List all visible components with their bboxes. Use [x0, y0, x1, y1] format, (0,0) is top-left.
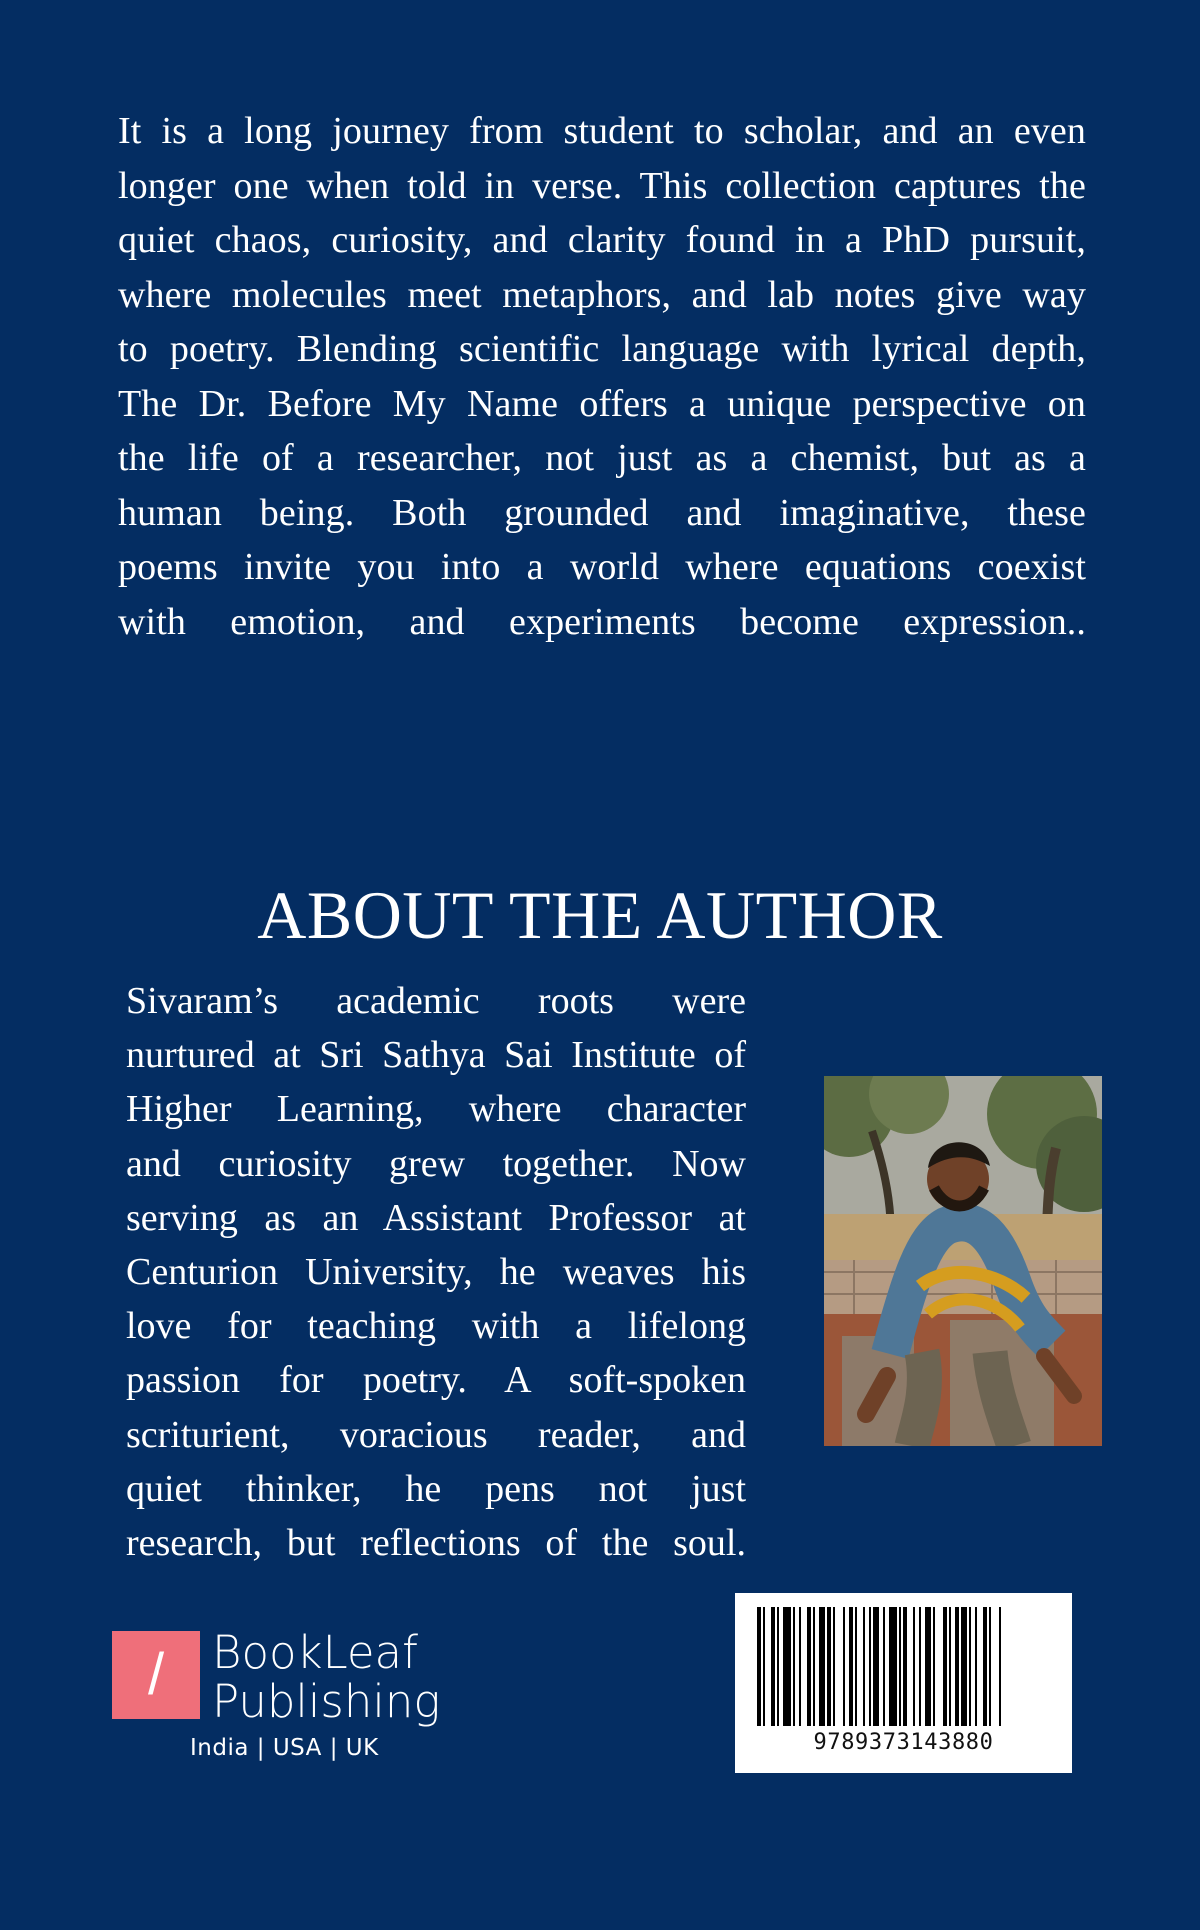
barcode-bar [863, 1607, 865, 1726]
barcode-bar [889, 1607, 897, 1726]
barcode-bar [855, 1607, 857, 1726]
bio-line: nurtured at Sri Sathya Sai Institute of [126, 1034, 746, 1077]
blurb-line: longer one when told in verse. This collection captures the [118, 164, 1086, 207]
barcode-bar [783, 1607, 791, 1726]
barcode-bar [813, 1607, 815, 1726]
barcode-bar [873, 1607, 879, 1726]
barcode-bar [807, 1607, 811, 1726]
author-photo [824, 1076, 1102, 1446]
bio-line: love for teaching with a lifelong [126, 1305, 746, 1348]
barcode-bar [999, 1607, 1001, 1726]
barcode-bar [983, 1607, 987, 1726]
photo-leg [912, 1352, 924, 1446]
blurb-line: where molecules meet metaphors, and lab notes give way [118, 273, 1086, 316]
barcode-bar [949, 1607, 951, 1726]
barcode-icon [757, 1607, 1049, 1726]
barcode-bar [913, 1607, 915, 1726]
publisher-regions: India | USA | UK [190, 1735, 379, 1761]
barcode-bar [849, 1607, 853, 1726]
bio-line: passion for poetry. A soft-spoken [126, 1359, 746, 1402]
blurb-line: It is a long journey from student to scholar, and an even [118, 110, 1086, 152]
barcode-bar [869, 1607, 871, 1726]
publisher-name [212, 1628, 440, 1726]
book-blurb [118, 104, 1086, 649]
blurb-line: The Dr. Before My Name offers a unique perspective on [118, 382, 1086, 425]
barcode-bar [925, 1607, 931, 1726]
barcode-bar [961, 1607, 967, 1726]
blurb-line: the life of a researcher, not just as a chemist, but as a [118, 437, 1086, 479]
publisher-name-line: BookLeaf [212, 1626, 418, 1679]
isbn-barcode [735, 1593, 1072, 1773]
barcode-bar [975, 1607, 977, 1726]
blurb-line: poems invite you into a world where equations coexist [118, 546, 1086, 588]
bio-line: serving as an Assistant Professor at [126, 1196, 746, 1239]
blurb-line: with emotion, and experiments become expression.. [118, 600, 1086, 643]
bio-line: research, but reflections of the soul. [126, 1522, 746, 1565]
blurb-line: quiet chaos, curiosity, and clarity found in a PhD pursuit, [118, 219, 1086, 261]
bio-line: quiet thinker, he pens not just [126, 1467, 746, 1510]
barcode-bar [757, 1607, 761, 1726]
publisher-name-line: Publishing [212, 1675, 441, 1728]
bio-line: scriturient, voracious reader, and [126, 1413, 746, 1456]
barcode-bar [827, 1607, 831, 1726]
isbn-number: 9789373143880 [813, 1730, 994, 1755]
barcode-bar [833, 1607, 835, 1726]
slash-logo-icon: / [112, 1631, 200, 1719]
barcode-bar [943, 1607, 947, 1726]
barcode-bar [883, 1607, 885, 1726]
bio-line: and curiosity grew together. Now [126, 1142, 746, 1185]
blurb-line: human being. Both grounded and imaginative, these [118, 491, 1086, 534]
barcode-bar [819, 1607, 825, 1726]
barcode-bar [933, 1607, 935, 1726]
blurb-line: to poetry. Blending scientific language with lyrical depth, [118, 328, 1086, 370]
about-author-heading: ABOUT THE AUTHOR [257, 877, 943, 953]
barcode-bar [955, 1607, 959, 1726]
barcode-bar [899, 1607, 901, 1726]
barcode-bar [989, 1607, 991, 1726]
author-biography [126, 974, 746, 1570]
barcode-bar [799, 1607, 801, 1726]
barcode-bar [771, 1607, 775, 1726]
barcode-bar [903, 1607, 907, 1726]
barcode-bar [763, 1607, 765, 1726]
author-photo-illustration [824, 1076, 1102, 1446]
publisher-logo [112, 1628, 472, 1778]
barcode-bar [777, 1607, 779, 1726]
barcode-bar [843, 1607, 845, 1726]
bio-line: Higher Learning, where character [126, 1088, 746, 1131]
bio-line: Centurion University, he weaves his [126, 1251, 746, 1294]
barcode-bar [969, 1607, 971, 1726]
bio-line: Sivaram’s academic roots were [126, 980, 746, 1022]
barcode-bar [919, 1607, 921, 1726]
barcode-bar [793, 1607, 795, 1726]
